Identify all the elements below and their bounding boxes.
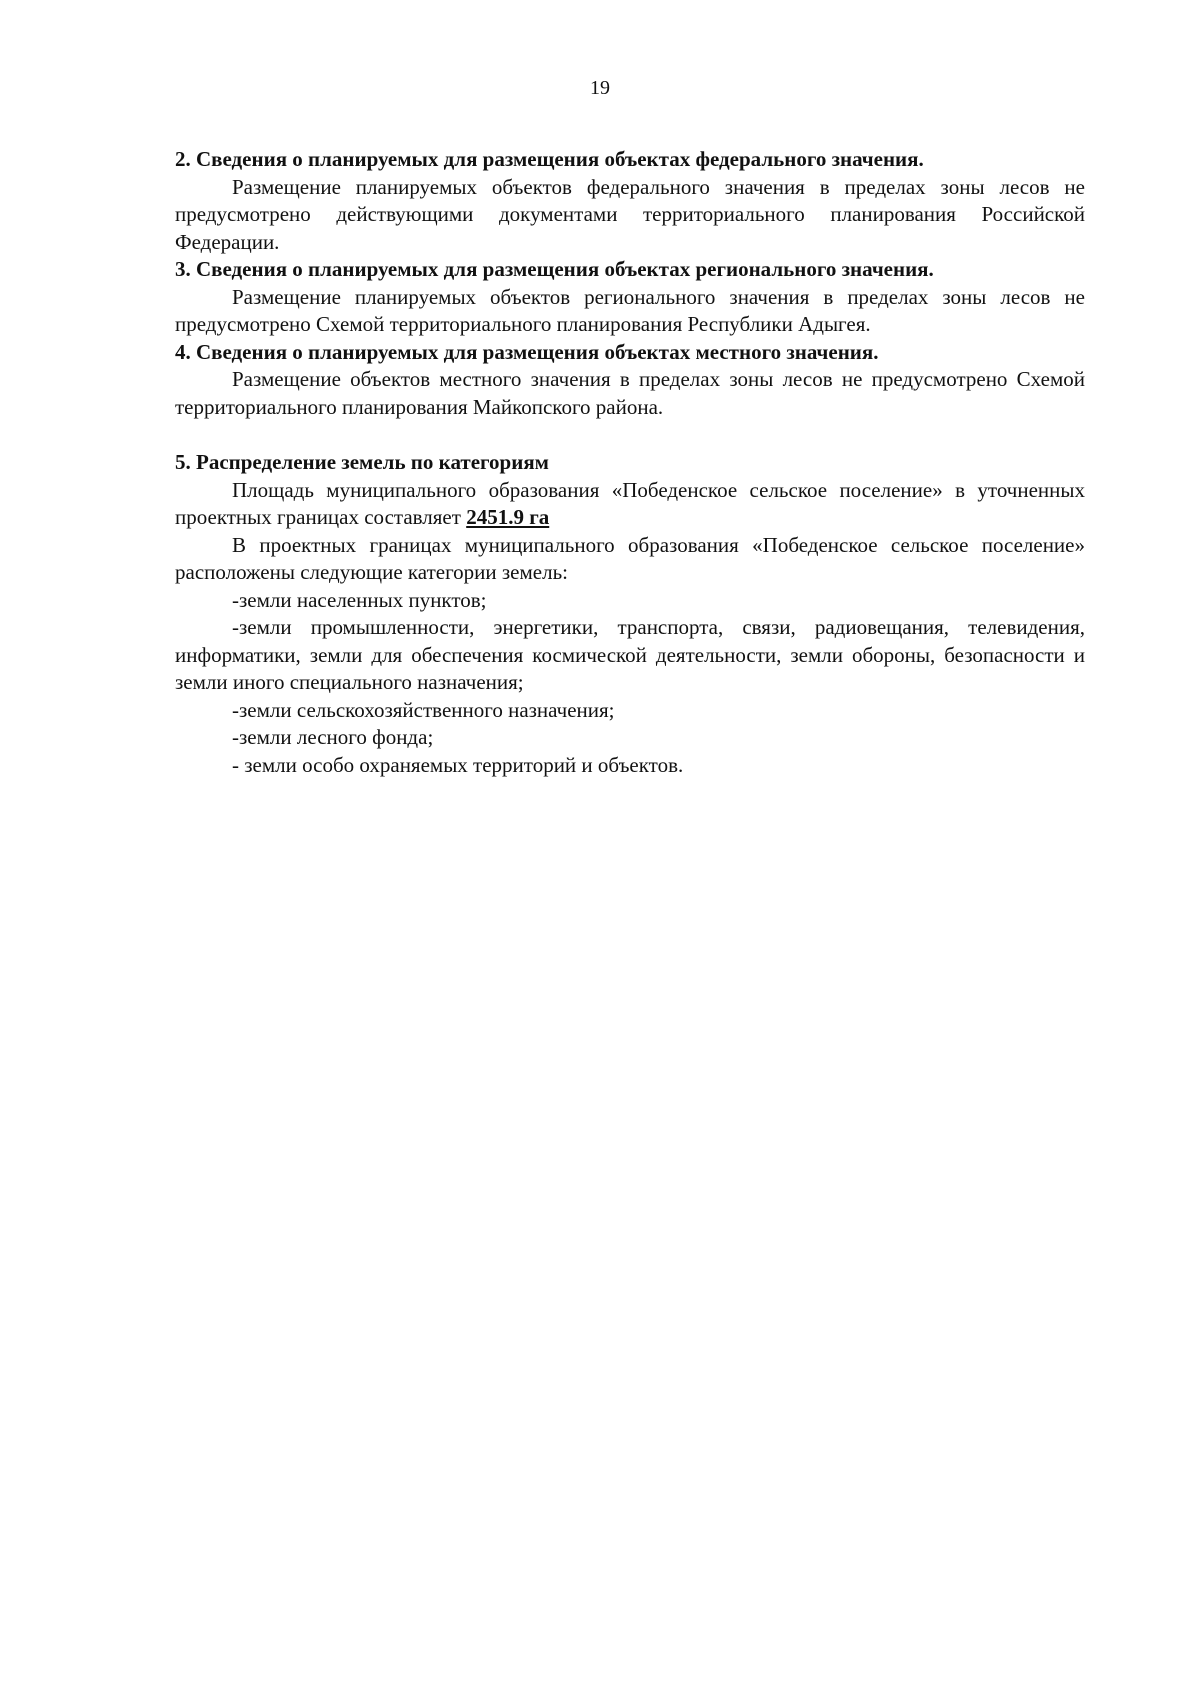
- section-heading-regional: 3. Сведения о планируемых для размещения объектах регионального значения.: [175, 257, 934, 281]
- land-area-value: 2451.9 га: [466, 505, 550, 529]
- land-category-item: -земли сельскохозяйственного назначения;: [232, 697, 615, 722]
- document-body: [175, 146, 1085, 779]
- section-text-federal: Размещение планируемых объектов федерального значения в пределах зоны лесов не предусмотрено действующими документами территориального планирования Российской Федерации.: [175, 174, 1085, 254]
- land-category-item: -земли населенных пунктов;: [232, 587, 487, 612]
- section-heading-federal: 2. Сведения о планируемых для размещения объектах федерального значения.: [175, 147, 924, 171]
- land-category-item: - земли особо охраняемых территорий и объектов.: [232, 752, 684, 777]
- land-categories-intro: В проектных границах муниципального образования «Победенское сельское поселение» расположены следующие категории земель:: [175, 532, 1085, 584]
- land-category-item: -земли лесного фонда;: [232, 725, 434, 749]
- section-heading-local: 4. Сведения о планируемых для размещения объектах местного значения.: [175, 339, 879, 364]
- page-number: 19: [590, 77, 610, 99]
- section-text-local: Размещение объектов местного значения в пределах зоны лесов не предусмотрено Схемой территориального планирования Майкопского района.: [175, 367, 1085, 419]
- land-area-paragraph: [175, 477, 1085, 532]
- section-text-regional: Размещение планируемых объектов регионального значения в пределах зоны лесов не предусмотрено Схемой территориального планирования Республики Адыгея.: [175, 284, 1085, 336]
- section-heading-land: 5. Распределение земель по категориям: [175, 450, 549, 474]
- land-area-text: Площадь муниципального образования «Победенское сельское поселение» в уточненных проектных границах составляет: [175, 477, 1085, 529]
- section-spacer: [175, 421, 1085, 449]
- land-category-item: -земли промышленности, энергетики, транспорта, связи, радиовещания, телевидения, информатики, земли для обеспечения космической деятельности, земли обороны, безопасности и земли иного специального назначения;: [175, 615, 1085, 694]
